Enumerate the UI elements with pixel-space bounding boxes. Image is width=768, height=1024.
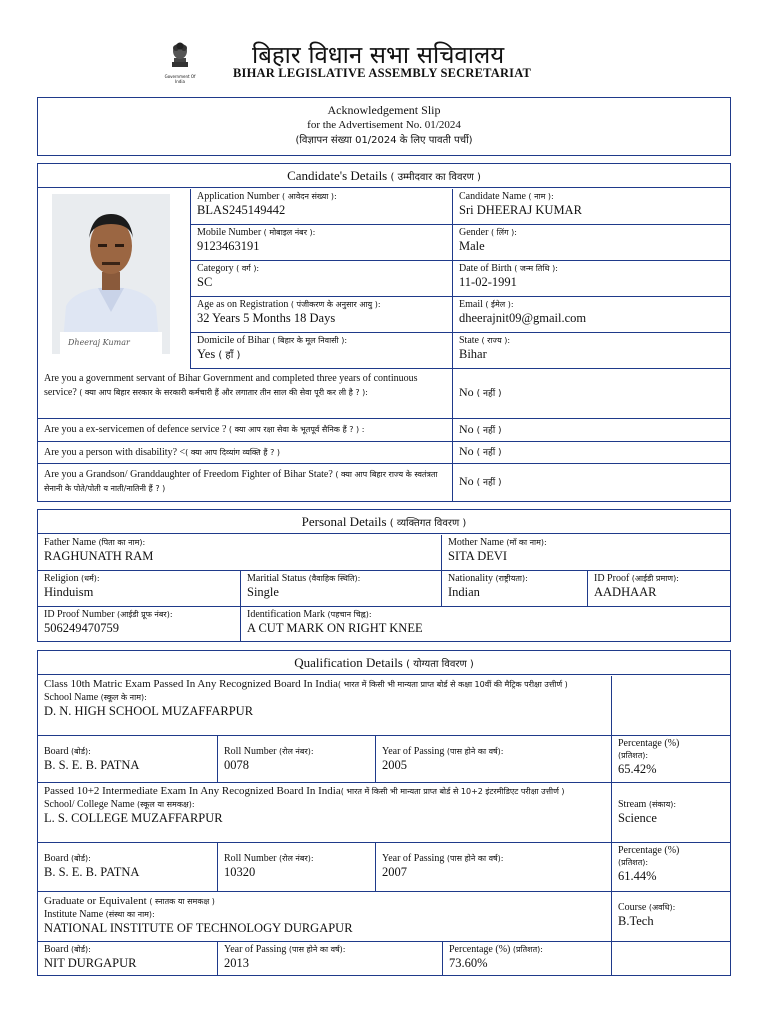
label-text (224, 944, 436, 956)
grad-board: NIT DURGAPUR (44, 956, 137, 970)
label-text: ( भारत में किसी भी मान्यता प्राप्त बोर्ड से कक्षा 10वीं की मैट्रिक परीक्षा उत्तीर्ण ) (337, 680, 568, 689)
label-text: (संकाय): (648, 800, 677, 809)
label-text: No (459, 444, 474, 458)
label-text: Yes (197, 347, 216, 361)
religion: Hinduism (44, 585, 94, 599)
religion-cell (38, 571, 241, 607)
grad-course: B.Tech (618, 914, 654, 928)
label-text: (रोल नंबर): (279, 747, 314, 756)
label-text (459, 335, 725, 347)
label-text: Percentage (%) (618, 845, 680, 856)
grad-pct-cell (443, 942, 612, 976)
label-text (459, 191, 725, 203)
label-text (44, 423, 446, 437)
label-text: Passed 10+2 Intermediate Exam In Any Recognized Board In India (44, 785, 341, 797)
qualification-details (37, 650, 731, 976)
class10-title-cell (38, 676, 612, 736)
marital-status: Single (247, 585, 279, 599)
label-text (448, 573, 581, 585)
label-text: Board (44, 944, 69, 955)
label-text: ( नहीं ) (476, 478, 502, 488)
class10-board-cell (38, 736, 218, 783)
email: dheerajnit09@gmail.com (459, 311, 587, 325)
ack-advertisement-hindi: (विज्ञापन संख्या 01/2024 के लिए पावती पर्ची) (295, 135, 473, 146)
answer-ex-servicemen (453, 419, 731, 442)
label-text: Mobile Number (197, 227, 262, 238)
label-text: Qualification Details (294, 655, 403, 670)
label-text: (आईडी प्रमाण): (631, 574, 679, 583)
label-text: ( राज्य ): (481, 336, 511, 345)
state-cell (453, 333, 731, 369)
question-disability (38, 442, 453, 464)
label-text: Percentage (%) (449, 944, 511, 955)
state: Bihar (459, 347, 487, 361)
label-text (459, 422, 725, 437)
label-text: ( वर्ग ): (236, 264, 260, 273)
emblem-caption: Government Of India (164, 74, 196, 84)
answer-disability (453, 442, 731, 464)
id-number: 506249470759 (44, 621, 119, 635)
label-text: Year of Passing (224, 944, 287, 955)
question-ex-servicemen (38, 419, 453, 442)
label-text (197, 299, 446, 311)
label-text: Age as on Registration (197, 299, 289, 310)
question-govt-servant (38, 369, 453, 419)
gender-cell (453, 225, 731, 261)
label-text (44, 784, 605, 799)
nationality-cell (442, 571, 588, 607)
label-text: ( पंजीकरण के अनुसार आयु ): (290, 300, 381, 309)
id-proof: AADHAAR (594, 585, 657, 599)
label-text: Are you a person with disability? < (44, 447, 186, 458)
class12-year-cell (376, 843, 612, 892)
signature: Dheeraj Kumar (68, 338, 130, 347)
page-header (0, 38, 768, 88)
mobile-cell (190, 225, 453, 261)
label-text: ( लिंग ): (490, 228, 517, 237)
label-text: (प्रतिशत): (618, 858, 649, 867)
label-text: Category (197, 263, 234, 274)
label-text: ( क्या आप बिहार राज्य के स्वतंत्रता सेनानी के पोते/पोती य नाती/नातिनी हैं ? ) (44, 470, 438, 493)
label-text (618, 799, 725, 811)
class12-pct-cell (612, 843, 731, 892)
label-text: Institute Name (44, 909, 104, 920)
label-text: School Name (44, 692, 99, 703)
label-text: (प्रतिशत): (512, 945, 543, 954)
label-text: (पहचान चिह्न): (327, 610, 372, 619)
class12-stream-cell (612, 783, 731, 843)
candidate-heading: Candidate's Details ( उम्मीदवार का विवरण ) (38, 164, 730, 188)
label-text (44, 446, 446, 460)
mother-name: SITA DEVI (448, 549, 508, 563)
label-text: ( बिहार के मूल निवासी ): (272, 336, 348, 345)
emblem-icon (168, 40, 192, 70)
label-text: Stream (618, 799, 647, 810)
candidate-name-cell (453, 189, 731, 225)
application-number-cell (190, 189, 453, 225)
label-text: (रोल नंबर): (279, 854, 314, 863)
label-text: (बोर्ड): (70, 747, 91, 756)
label-text: (प्रतिशत): (618, 751, 649, 760)
ack-advertisement: for the Advertisement No. 01/2024 (307, 119, 461, 131)
label-text: No (459, 385, 474, 399)
label-text (197, 335, 446, 347)
label-text (224, 853, 369, 865)
grad-year: 2013 (224, 956, 249, 970)
label-text: ( योग्यता विवरण ) (406, 659, 474, 670)
label-text: (संस्था का नाम): (105, 910, 155, 919)
age-cell (190, 297, 453, 333)
label-text: No (459, 422, 474, 436)
label-text: Are you a government servant of Bihar Government and completed three years of continuous service? (44, 373, 418, 398)
label-text (44, 692, 605, 704)
label-text: Gender (459, 227, 489, 238)
label-text: Are you a ex-servicemen of defence service ? (44, 424, 227, 435)
domicile-cell (190, 333, 453, 369)
label-text: Identification Mark (247, 609, 326, 620)
label-text: (राष्ट्रीयता): (495, 574, 528, 583)
label-text: ( ईमेल ): (485, 300, 514, 309)
grad-course-cell (612, 892, 731, 942)
label-text (382, 853, 605, 865)
label-text: ID Proof Number (44, 609, 115, 620)
label-text: Father Name (44, 537, 96, 548)
category: SC (197, 275, 213, 289)
application-number: BLAS245149442 (197, 203, 286, 217)
candidate-name: Sri DHEERAJ KUMAR (459, 203, 582, 217)
label-text: No (459, 474, 474, 488)
label-text: ( नहीं ) (476, 389, 502, 399)
label-text: Roll Number (224, 853, 277, 864)
label-text (44, 537, 435, 549)
label-text: (पास होने का वर्ष): (446, 854, 504, 863)
personal-details (37, 509, 731, 642)
label-text: (अवधि): (648, 903, 676, 912)
grad-institute: NATIONAL INSTITUTE OF TECHNOLOGY DURGAPUR (44, 921, 353, 935)
answer-govt-servant (453, 369, 731, 419)
label-text: Class 10th Matric Exam Passed In Any Recognized Board In India (44, 678, 338, 690)
ack-title: Acknowledgement Slip (327, 103, 441, 117)
nationality: Indian (448, 585, 480, 599)
marital-cell (241, 571, 442, 607)
label-text: Mother Name (448, 537, 504, 548)
email-cell (453, 297, 731, 333)
label-text: ( भारत में किसी भी मान्यता प्राप्त बोर्ड से 10+2 इंटरमीडिएट परीक्षा उत्तीर्ण ) (340, 787, 565, 796)
grad-title-cell (38, 892, 612, 942)
label-text (44, 909, 605, 921)
label-text (459, 227, 725, 239)
label-text: Board (44, 746, 69, 757)
label-text: (बोर्ड): (70, 945, 91, 954)
label-text: ( नहीं ) (476, 426, 502, 436)
label-text: (पास होने का वर्ष): (288, 945, 346, 954)
label-text (224, 746, 369, 758)
label-text: ( स्नातक या समकक्ष ) (149, 897, 215, 906)
label-text: Board (44, 853, 69, 864)
gender: Male (459, 239, 485, 253)
label-text (247, 573, 435, 585)
label-text: Percentage (%) (618, 738, 680, 749)
class10-year-cell (376, 736, 612, 783)
label-text (197, 263, 446, 275)
grad-percentage: 73.60% (449, 956, 488, 970)
label-text: ( नाम ): (528, 192, 554, 201)
class10-school: D. N. HIGH SCHOOL MUZAFFARPUR (44, 704, 254, 718)
class12-board-cell (38, 843, 218, 892)
label-text (44, 573, 234, 585)
label-text: Course (618, 902, 647, 913)
label-text (197, 227, 446, 239)
class10-blank-cell (612, 676, 731, 736)
class12-percentage: 61.44% (618, 869, 657, 883)
label-text (44, 468, 446, 496)
label-text: ( क्या आप रक्षा सेवा के भूतपूर्व सैनिक हैं ? ) : (228, 425, 365, 434)
label-text (44, 853, 211, 865)
person-photo-icon (52, 194, 170, 354)
label-text (618, 750, 725, 762)
label-text: ( क्या आप दिव्यांग व्यक्ति हैं ? ) (185, 448, 280, 457)
label-text: Year of Passing (382, 853, 445, 864)
label-text (44, 799, 605, 811)
class12-roll: 10320 (224, 865, 256, 879)
label-text: (धर्म): (80, 574, 100, 583)
class12-stream: Science (618, 811, 657, 825)
label-text (448, 537, 725, 549)
label-text: (स्कूल या समकक्ष): (137, 800, 195, 809)
label-text: ( आवेदन संख्या ): (281, 192, 337, 201)
label-text (44, 677, 605, 692)
label-text (618, 902, 725, 914)
label-text: ID Proof (594, 573, 630, 584)
label-text (459, 299, 725, 311)
qualification-heading (38, 651, 730, 675)
class12-board: B. S. E. B. PATNA (44, 865, 140, 879)
category-cell (190, 261, 453, 297)
label-text (459, 444, 725, 459)
label-text (44, 894, 605, 909)
label-text: Year of Passing (382, 746, 445, 757)
identification-mark: A CUT MARK ON RIGHT KNEE (247, 621, 423, 635)
label-text: State (459, 335, 479, 346)
label-text (44, 746, 211, 758)
label-text (459, 474, 725, 489)
label-text (44, 372, 446, 400)
label-text: (स्कूल के नाम): (100, 693, 147, 702)
national-emblem (160, 38, 200, 86)
label-text (382, 746, 605, 758)
label-text (459, 385, 725, 400)
class12-roll-cell (218, 843, 376, 892)
label-text (449, 944, 605, 956)
label-text: ( जन्म तिथि ): (514, 264, 558, 273)
father-name-cell (38, 535, 442, 571)
class12-title-cell (38, 783, 612, 843)
domicile (197, 347, 446, 363)
label-text (247, 609, 725, 621)
title-english: BIHAR LEGISLATIVE ASSEMBLY SECRETARIAT (233, 66, 532, 80)
label-text: Date of Birth (459, 263, 512, 274)
personal-heading (38, 510, 730, 534)
mobile-number: 9123463191 (197, 239, 260, 253)
label-text: ( क्या आप बिहार सरकार के सरकारी कर्मचारी हैं और लगातार तीन साल की सेवा पूरी कर ली है ? ): (79, 388, 369, 397)
label-text (459, 263, 725, 275)
label-text: Application Number (197, 191, 280, 202)
class10-roll-cell (218, 736, 376, 783)
class10-board: B. S. E. B. PATNA (44, 758, 140, 772)
class12-school: L. S. COLLEGE MUZAFFARPUR (44, 811, 223, 825)
label-text: ( हाँ ) (218, 350, 241, 361)
label-text: School/ College Name (44, 799, 135, 810)
grad-blank-cell (612, 942, 731, 976)
label-text: (पिता का नाम): (98, 538, 146, 547)
class10-pct-cell (612, 736, 731, 783)
label-text: (बोर्ड): (70, 854, 91, 863)
label-text: Domicile of Bihar (197, 335, 270, 346)
class10-roll: 0078 (224, 758, 249, 772)
label-text: Roll Number (224, 746, 277, 757)
label-text: Candidate Name (459, 191, 526, 202)
label-text: (पास होने का वर्ष): (446, 747, 504, 756)
class10-percentage: 65.42% (618, 762, 657, 776)
label-text: (आईडी प्रूफ नंबर): (117, 610, 173, 619)
answer-freedom-fighter (453, 464, 731, 502)
grad-board-cell (38, 942, 218, 976)
label-text (44, 609, 234, 621)
mother-name-cell (442, 535, 731, 571)
class12-year: 2007 (382, 865, 407, 879)
age: 32 Years 5 Months 18 Days (197, 311, 336, 325)
question-freedom-fighter (38, 464, 453, 502)
label-text: Religion (44, 573, 79, 584)
label-text (197, 191, 446, 203)
id-proof-cell (588, 571, 731, 607)
label-text: Are you a Grandson/ Granddaughter of Freedom Fighter of Bihar State? (44, 469, 333, 480)
label-text (44, 944, 211, 956)
title-hindi: बिहार विधान सभा सचिवालय (252, 41, 505, 69)
date-of-birth: 11-02-1991 (459, 275, 517, 289)
label-text: (माँ का नाम): (506, 538, 547, 547)
acknowledgement-box (37, 97, 731, 156)
dob-cell (453, 261, 731, 297)
label-text: Nationality (448, 573, 493, 584)
label-text: ( नहीं ) (476, 448, 502, 458)
father-name: RAGHUNATH RAM (44, 549, 154, 563)
label-text: Email (459, 299, 483, 310)
label-text: (वैवाहिक स्थिति): (308, 574, 361, 583)
candidate-details (37, 163, 731, 502)
label-text: Graduate or Equivalent (44, 895, 147, 907)
label-text: ( व्यक्तिगत विवरण ) (389, 518, 467, 529)
label-text: Maritial Status (247, 573, 307, 584)
label-text: Personal Details (301, 514, 387, 529)
label-text: ( मोबाइल नंबर ): (263, 228, 316, 237)
id-number-cell (38, 607, 241, 642)
label-text (594, 573, 725, 585)
candidate-photo (52, 194, 170, 354)
grad-year-cell (218, 942, 443, 976)
label-text (618, 857, 725, 869)
id-mark-cell (241, 607, 731, 642)
class10-year: 2005 (382, 758, 407, 772)
